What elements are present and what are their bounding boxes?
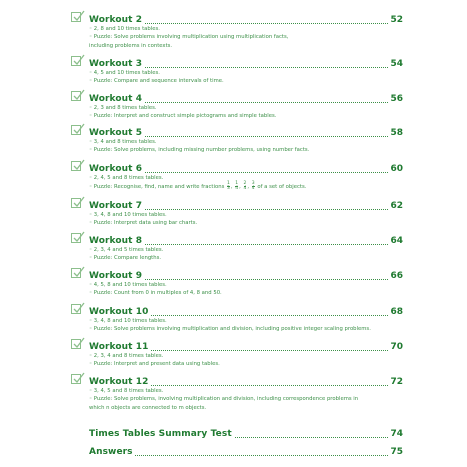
entry-line: ◦ 2, 3, 4 and 8 times tables. <box>89 353 164 359</box>
entry-title: Workout 12 <box>89 377 149 387</box>
fraction: $\frac{1}{4}$ <box>235 181 239 192</box>
contents-entry-workout-7[interactable] <box>71 198 406 228</box>
checkbox-tick-icon[interactable] <box>71 304 81 314</box>
entry-title: Workout 9 <box>89 271 143 281</box>
checkbox-tick-icon[interactable] <box>71 12 81 22</box>
fraction: $\frac{3}{4}$ <box>251 181 255 192</box>
fraction: $\frac{2}{4}$ <box>243 181 247 192</box>
checkbox-tick-icon[interactable] <box>71 91 81 101</box>
contents-entry-workout-6[interactable] <box>71 161 406 192</box>
entry-line: ◦ Puzzle: Interpret data using bar charts. <box>89 220 198 227</box>
entry-line: ◦ Puzzle: Solve problems involving multiplication using multiplication facts, <box>89 34 289 41</box>
contents-entry-workout-4[interactable] <box>71 91 406 121</box>
entry-title: Workout 2 <box>89 15 143 25</box>
page-number: 60 <box>390 164 403 174</box>
entry-title: Workout 10 <box>89 307 149 317</box>
contents-entry-workout-2[interactable] <box>71 12 406 50</box>
page-number: 52 <box>390 15 403 25</box>
contents-entry-answers[interactable] <box>89 444 406 457</box>
entry-line-tail: of a set of objects. <box>257 184 307 191</box>
contents-entry-workout-12[interactable] <box>71 374 406 412</box>
entry-line: ◦ 2, 8 and 10 times tables. <box>89 26 160 32</box>
checkbox-tick-icon[interactable] <box>71 339 81 349</box>
page-number: 66 <box>390 271 403 281</box>
page-number: 54 <box>390 59 403 69</box>
contents-entry-summary-test[interactable] <box>89 426 406 439</box>
entry-line: ◦ 3, 4, 8 and 10 times tables. <box>89 318 167 324</box>
entry-line: ◦ Puzzle: Interpret and present data using tables. <box>89 361 220 368</box>
page-number: 68 <box>390 307 403 317</box>
entry-title: Workout 4 <box>89 94 143 104</box>
entry-line: ◦ Puzzle: Solve problems, involving multiplication and division, including correspondence problems in <box>89 396 359 403</box>
entry-title: Workout 6 <box>89 164 143 174</box>
entry-line: ◦ Puzzle: Solve problems involving multiplication and division, including positive integer scaling problems. <box>89 326 371 333</box>
entry-line: ◦ 3, 4, 5 and 8 times tables. <box>89 388 164 394</box>
entry-line: ◦ Puzzle: Count from 0 in multiples of 4, 8 and 50. <box>89 290 222 297</box>
page-number: 64 <box>390 236 403 246</box>
page-number: 62 <box>390 201 403 211</box>
page-number: 70 <box>390 342 403 352</box>
entry-title: Workout 5 <box>89 128 143 138</box>
checkbox-tick-icon[interactable] <box>71 268 81 278</box>
page-number: 56 <box>390 94 403 104</box>
checkbox-tick-icon[interactable] <box>71 56 81 66</box>
contents-entry-workout-11[interactable] <box>71 339 406 369</box>
contents-entry-workout-10[interactable] <box>71 304 406 334</box>
page-number: 72 <box>390 377 403 387</box>
page-number: 58 <box>390 128 403 138</box>
entry-title: Workout 11 <box>89 342 149 352</box>
entry-line: ◦ Puzzle: Compare and sequence intervals of time. <box>89 78 224 85</box>
entry-title: Answers <box>89 447 133 457</box>
entry-title: Times Tables Summary Test <box>89 429 232 439</box>
entry-line: ◦ 3, 4, 8 and 10 times tables. <box>89 212 167 218</box>
checkbox-tick-icon[interactable] <box>71 233 81 243</box>
entry-title: Workout 8 <box>89 236 143 246</box>
checkbox-tick-icon[interactable] <box>71 125 81 135</box>
entry-line: ◦ 4, 5, 8 and 10 times tables. <box>89 282 167 288</box>
entry-line-fractions: ◦ Puzzle: Recognise, find, name and write fractions $\frac{1}{3}$ , $\frac{1}{4}$ , $\frac{2}{4}$ , $\frac{3}{4}$ of a set of objects. <box>89 181 307 192</box>
page-number: 74 <box>390 429 403 439</box>
contents-entry-workout-3[interactable] <box>71 56 406 86</box>
entry-line: ◦ 2, 3, 4 and 5 times tables. <box>89 247 164 253</box>
entry-title: Workout 3 <box>89 59 143 69</box>
entry-line-text: ◦ Puzzle: Recognise, find, name and write fractions <box>89 184 225 191</box>
entry-line: which n objects are connected to m objects. <box>89 404 207 411</box>
entry-line: ◦ 4, 5 and 10 times tables. <box>89 70 160 76</box>
page-number: 75 <box>390 447 403 457</box>
entry-title: Workout 7 <box>89 201 143 211</box>
checkbox-tick-icon[interactable] <box>71 374 81 384</box>
fraction: $\frac{1}{3}$ <box>227 181 230 192</box>
contents-entry-workout-8[interactable] <box>71 233 406 263</box>
entry-line: ◦ Puzzle: Solve problems, including missing number problems, using number facts. <box>89 147 310 154</box>
contents-entry-workout-5[interactable] <box>71 125 406 155</box>
entry-line: ◦ 2, 4, 5 and 8 times tables. <box>89 175 164 181</box>
checkbox-tick-icon[interactable] <box>71 198 81 208</box>
entry-line: ◦ Puzzle: Interpret and construct simple pictograms and simple tables. <box>89 113 277 120</box>
entry-line: ◦ 3, 4 and 8 times tables. <box>89 139 157 145</box>
entry-line: ◦ Puzzle: Compare lengths. <box>89 255 162 262</box>
checkbox-tick-icon[interactable] <box>71 161 81 171</box>
entry-line: ◦ 2, 3 and 8 times tables. <box>89 105 157 111</box>
entry-line: including problems in contexts. <box>89 42 173 49</box>
contents-entry-workout-9[interactable] <box>71 268 406 298</box>
